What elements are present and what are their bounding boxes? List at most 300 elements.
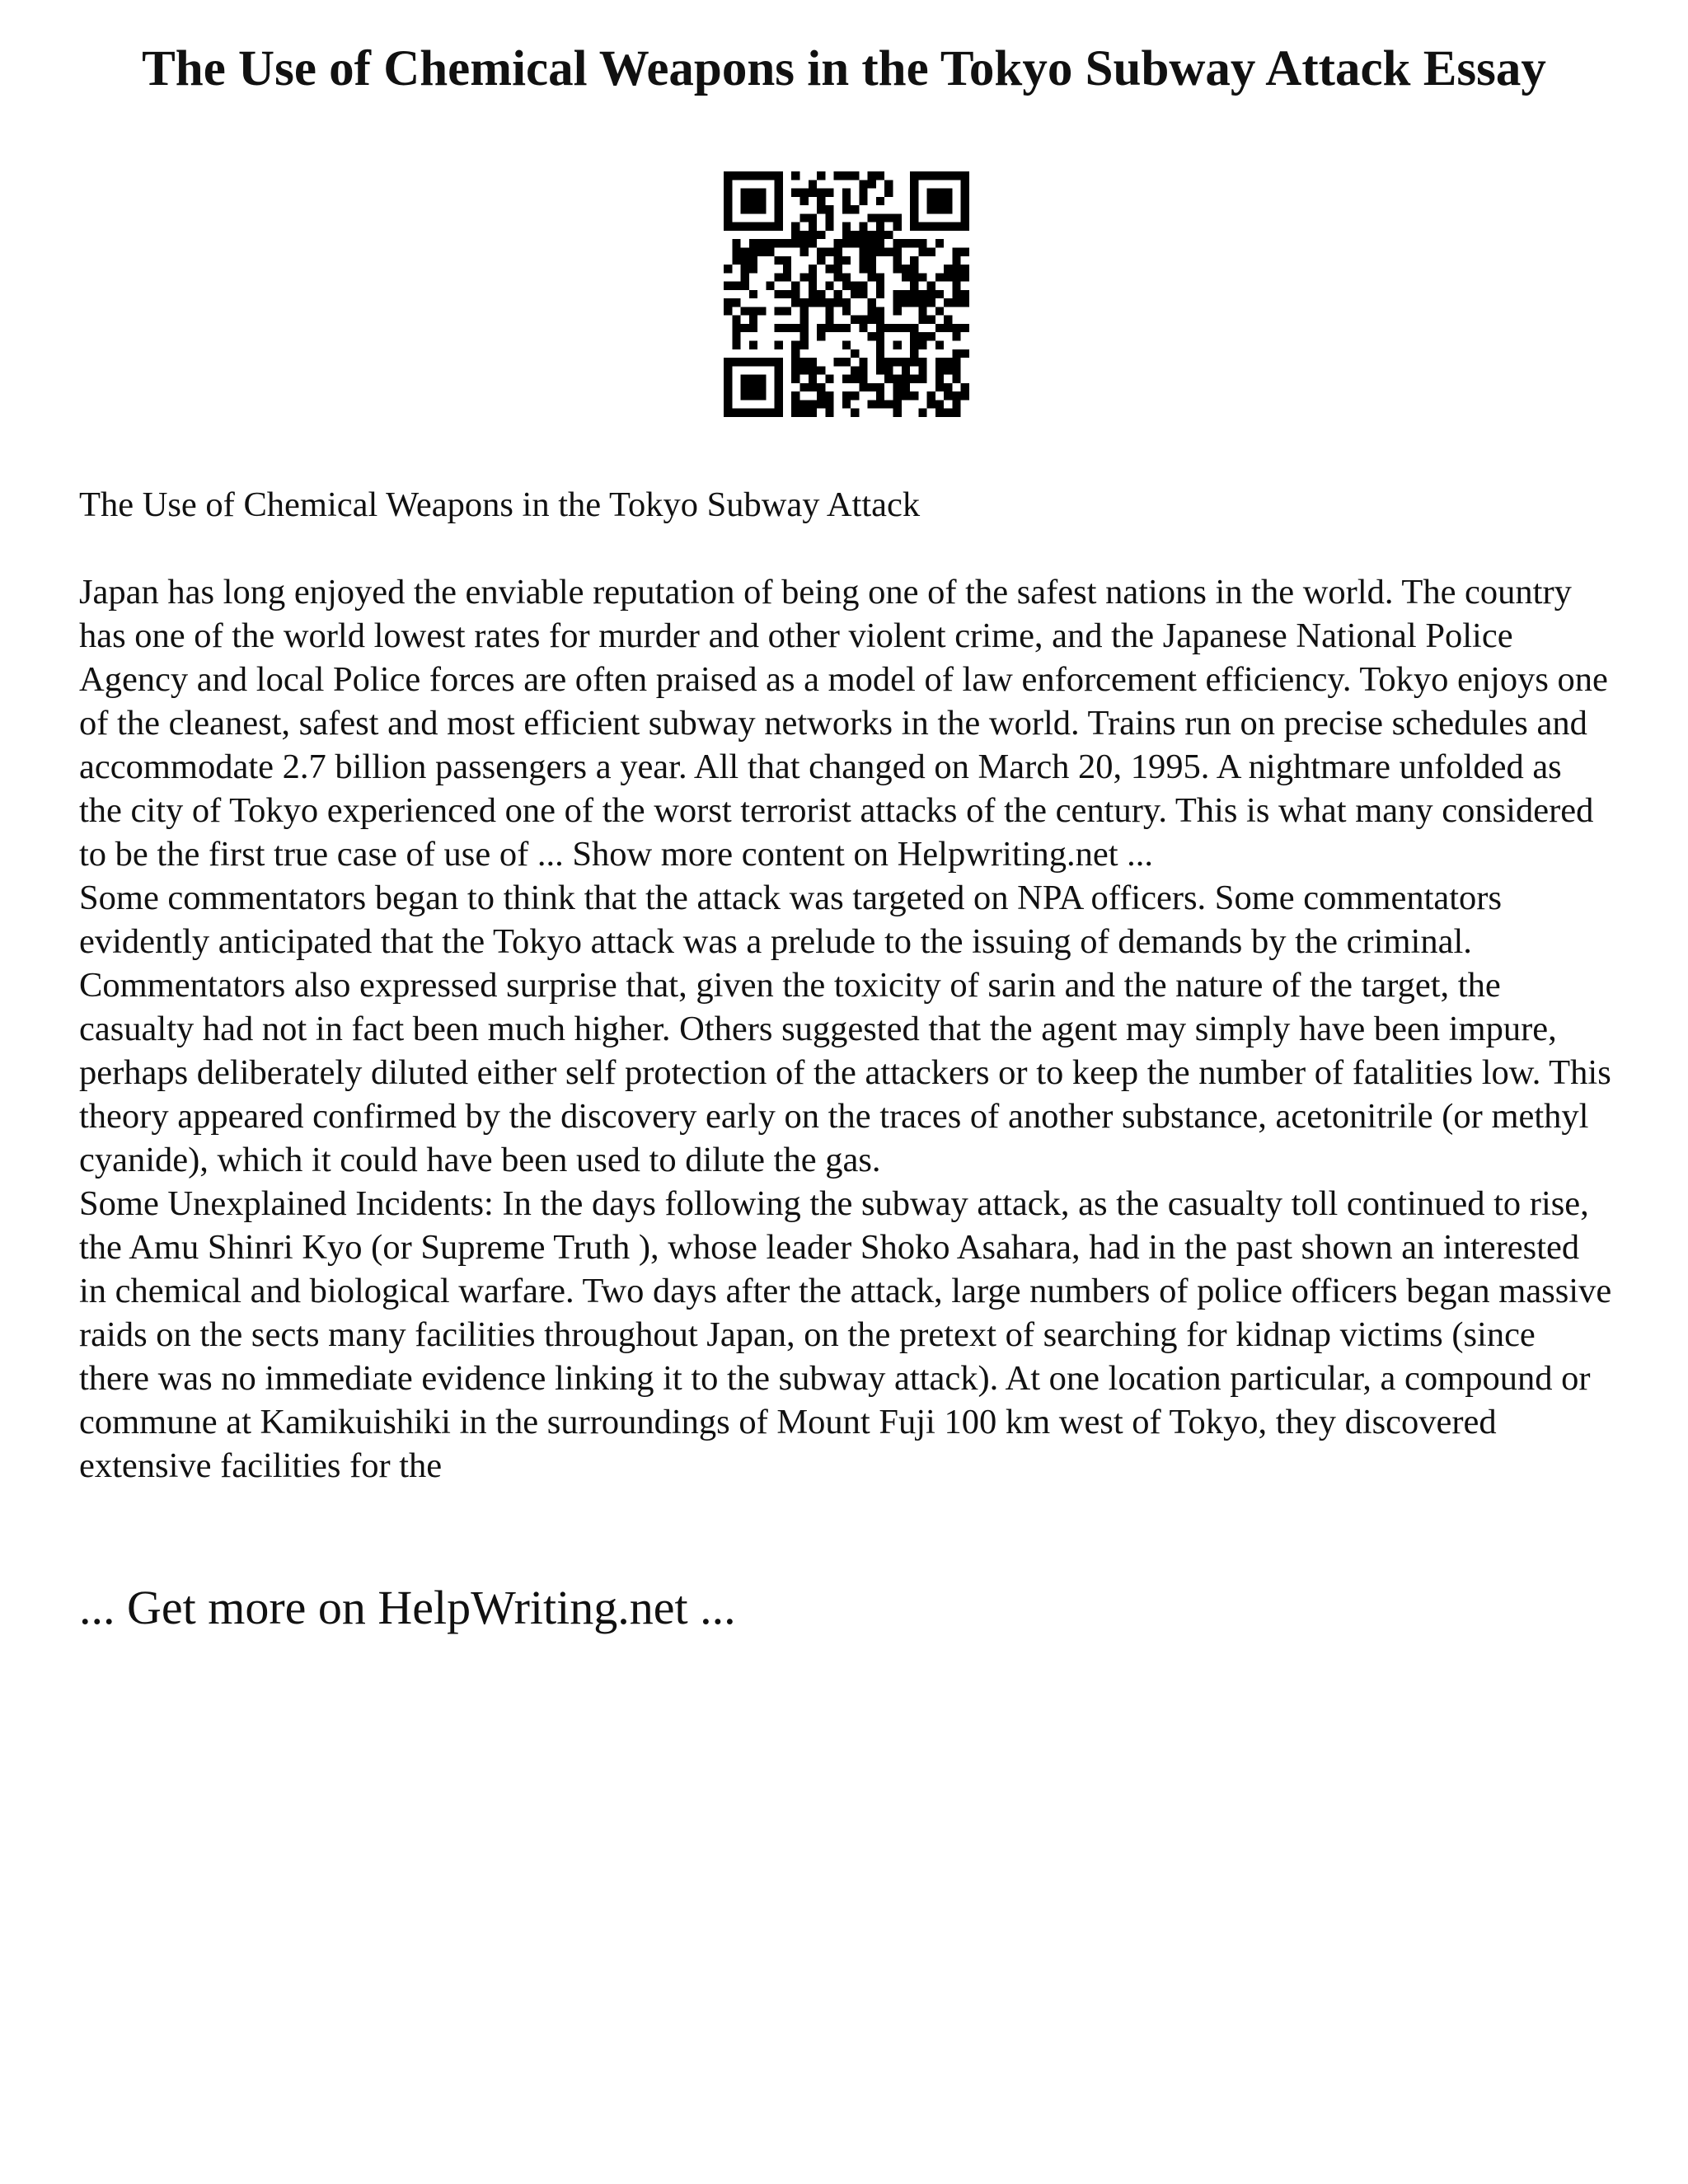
qr-module [757,247,766,255]
qr-module [868,316,876,324]
qr-module [749,341,757,349]
qr-module [791,298,799,307]
qr-module [749,324,757,332]
qr-module [868,383,876,391]
qr-module [809,375,817,383]
qr-module [817,324,825,332]
qr-module [817,189,825,197]
qr-module [927,332,935,340]
qr-module [918,375,926,383]
qr-module [791,358,799,366]
qr-module [817,383,825,391]
qr-module [961,391,969,400]
qr-module [749,189,757,197]
qr-module [791,171,799,180]
qr-module [927,282,935,290]
qr-module [952,349,960,358]
qr-module [825,375,833,383]
qr-module [791,324,799,332]
body-paragraph-1: Japan has long enjoyed the enviable reputation of being one of the safest nations in the world. The country has one of the world lowest rates for murder and other violent crime, and the Japanese National Police Agency and local Police forces are often praised as a model of law enforcement efficiency. Tokyo enjoys one of the cleanest, safest and most efficient subway networks in the world. Trains run on precise schedules and accommodate 2.7 billion passengers a year. All that changed on March 20, 1995. A nightmare unfolded as the city of Tokyo experienced one of the worst terrorist attacks of the century. This is what many considered to be the first true case of use of ... Show more content on Helpwriting.net ... [79,573,1608,874]
qr-module [876,273,884,281]
qr-module [876,282,884,290]
qr-module [799,247,808,255]
qr-module [868,265,876,273]
qr-module [766,239,774,247]
qr-module [893,298,902,307]
qr-module [961,247,969,255]
qr-module [757,197,766,205]
qr-module [961,171,969,180]
qr-module [783,265,791,273]
qr-module [799,213,808,222]
qr-module [809,298,817,307]
qr-module [724,366,732,374]
qr-module [775,324,783,332]
qr-module [868,307,876,315]
qr-module [961,273,969,281]
qr-module [749,383,757,391]
qr-module [893,409,902,417]
qr-module [825,223,833,231]
qr-module [791,189,799,197]
qr-module [757,205,766,213]
qr-module [884,324,893,332]
qr-module [952,409,960,417]
qr-module [834,265,842,273]
qr-module [775,290,783,298]
qr-module [884,213,893,222]
qr-module [799,366,808,374]
qr-module [741,223,749,231]
qr-module [775,171,783,180]
qr-module [799,332,808,340]
qr-module [775,400,783,408]
qr-module [775,180,783,188]
qr-module [817,205,825,213]
qr-module [825,189,833,197]
qr-module [893,256,902,265]
qr-module [918,223,926,231]
qr-module [961,298,969,307]
qr-module [741,265,749,273]
qr-module [791,400,799,408]
qr-module [783,273,791,281]
qr-module [775,391,783,400]
qr-module [749,409,757,417]
qr-module [893,383,902,391]
qr-module [876,213,884,222]
qr-module [757,307,766,315]
qr-module [910,265,918,273]
qr-module [902,298,910,307]
qr-module [876,391,884,400]
qr-module [927,223,935,231]
qr-module [851,290,859,298]
qr-module [952,332,960,340]
qr-code[interactable] [724,171,969,417]
qr-module [910,189,918,197]
qr-module [944,409,952,417]
qr-module [918,290,926,298]
qr-module [783,290,791,298]
qr-module [961,349,969,358]
qr-module [842,223,851,231]
qr-module [834,171,842,180]
qr-module [876,223,884,231]
body-paragraph-3: Some Unexplained Incidents: In the days following the subway attack, as the casualty toll continued to rise, the Amu Shinri Kyo (or Supreme Truth ), whose leader Shoko Asahara, had in the past shown an interested in chemical and biological warfare. Two days after the attack, large numbers of police officers began massive raids on the sects many facilities throughout Japan, on the pretext of searching for kidnap victims (since there was no immediate evidence linking it to the subway attack). At one location particular, a compound or commune at Kamikuishiki in the surroundings of Mount Fuji 100 km west of Tokyo, they discovered extensive facilities for the [79,1184,1612,1485]
qr-module [884,180,893,188]
qr-module [952,273,960,281]
qr-module [910,298,918,307]
qr-module [910,341,918,349]
qr-module [817,247,825,255]
qr-module [834,298,842,307]
qr-module [842,256,851,265]
qr-module [757,391,766,400]
qr-module [944,171,952,180]
qr-module [884,358,893,366]
qr-module [859,375,867,383]
qr-module [876,341,884,349]
qr-module [944,273,952,281]
qr-module [809,358,817,366]
qr-module [927,247,935,255]
qr-module [809,290,817,298]
qr-module [799,197,808,205]
qr-module [961,213,969,222]
qr-module [799,307,808,315]
qr-module [775,273,783,281]
qr-module [851,205,859,213]
qr-module [799,409,808,417]
qr-module [775,409,783,417]
qr-module [766,223,774,231]
document-body [79,483,1612,1488]
qr-module [842,391,851,400]
qr-module [724,189,732,197]
qr-module [961,205,969,213]
qr-module [902,383,910,391]
qr-module [749,197,757,205]
qr-module [809,282,817,290]
qr-module [902,391,910,400]
qr-module [817,256,825,265]
qr-module [935,366,944,374]
qr-module [766,282,774,290]
qr-module [842,324,851,332]
qr-module [910,256,918,265]
qr-module [952,290,960,298]
qr-module [791,366,799,374]
qr-module [791,282,799,290]
qr-module [757,171,766,180]
qr-module [868,171,876,180]
qr-module [859,366,867,374]
qr-module [918,332,926,340]
qr-module [825,247,833,255]
qr-module [876,231,884,239]
qr-module [927,391,935,400]
qr-module [757,239,766,247]
qr-module [775,341,783,349]
qr-module [893,213,902,222]
qr-module [842,231,851,239]
qr-module [842,189,851,197]
qr-module [799,189,808,197]
qr-module [809,383,817,391]
qr-module [944,316,952,324]
qr-module [783,324,791,332]
qr-module [851,391,859,400]
qr-module [935,400,944,408]
qr-module [952,391,960,400]
qr-module [724,358,732,366]
qr-module [944,366,952,374]
qr-module [876,349,884,358]
qr-module [918,273,926,281]
qr-module [799,341,808,349]
qr-module [809,180,817,188]
qr-module [825,316,833,324]
qr-module [868,332,876,340]
qr-module [775,256,783,265]
qr-module [859,189,867,197]
qr-module [952,265,960,273]
qr-module [910,213,918,222]
qr-module [859,282,867,290]
qr-module [809,189,817,197]
qr-module [799,316,808,324]
qr-module [961,180,969,188]
qr-module [791,409,799,417]
qr-module [893,265,902,273]
qr-module [741,409,749,417]
qr-module [944,197,952,205]
qr-module [825,265,833,273]
qr-module [799,324,808,332]
qr-module [859,197,867,205]
qr-module [884,189,893,197]
qr-module [876,171,884,180]
qr-module [834,324,842,332]
qr-module [851,375,859,383]
qr-module [944,391,952,400]
qr-module [791,375,799,383]
qr-module [732,256,740,265]
qr-module [935,383,944,391]
qr-module [732,324,740,332]
qr-module [842,273,851,281]
qr-module [952,366,960,374]
qr-module [918,307,926,315]
qr-module [817,231,825,239]
qr-module [910,332,918,340]
qr-module [791,223,799,231]
qr-module [799,231,808,239]
qr-module [741,171,749,180]
qr-module [884,366,893,374]
qr-module [825,282,833,290]
qr-module [809,273,817,281]
qr-module [749,223,757,231]
qr-module [766,409,774,417]
qr-module [842,171,851,180]
qr-module [910,197,918,205]
qr-module [935,223,944,231]
qr-module [757,375,766,383]
qr-module [893,358,902,366]
qr-module [876,239,884,247]
qr-module [902,239,910,247]
qr-module [927,171,935,180]
qr-module [766,171,774,180]
qr-module [842,205,851,213]
qr-module [783,307,791,315]
qr-module [961,197,969,205]
qr-module [952,375,960,383]
qr-module [724,383,732,391]
qr-module [927,205,935,213]
qr-module [910,391,918,400]
qr-module [893,341,902,349]
qr-module [842,298,851,307]
qr-module [842,341,851,349]
qr-module [809,265,817,273]
qr-module [935,197,944,205]
qr-module [809,409,817,417]
qr-module [799,239,808,247]
qr-module [724,180,732,188]
qr-module [732,239,740,247]
qr-module [910,375,918,383]
qr-module [749,256,757,265]
qr-module [876,316,884,324]
qr-module [868,180,876,188]
qr-module [868,400,876,408]
qr-module [834,247,842,255]
qr-module [876,290,884,298]
qr-module [961,383,969,391]
qr-module [893,375,902,383]
qr-module [902,290,910,298]
qr-module [893,239,902,247]
qr-module [791,391,799,400]
qr-module [893,223,902,231]
qr-module [799,273,808,281]
qr-module [791,341,799,349]
qr-module [825,213,833,222]
qr-module [884,375,893,383]
qr-module [876,197,884,205]
qr-module [868,273,876,281]
qr-module [817,290,825,298]
qr-module [868,247,876,255]
qr-module [842,307,851,315]
qr-module [876,366,884,374]
qr-module [893,400,902,408]
qr-module [927,197,935,205]
get-more-link[interactable]: ... Get more on HelpWriting.net ... [79,1581,736,1634]
qr-module [927,316,935,324]
qr-module [876,332,884,340]
qr-code-icon [724,171,969,417]
qr-module [842,197,851,205]
qr-module [732,298,740,307]
qr-module [910,324,918,332]
qr-module [918,298,926,307]
qr-module [961,223,969,231]
qr-module [935,239,944,247]
qr-module [724,282,732,290]
document-title: The Use of Chemical Weapons in the Tokyo Subway Attack Essay [142,41,1546,96]
qr-module [724,400,732,408]
qr-module [944,265,952,273]
qr-module [902,375,910,383]
qr-module [834,358,842,366]
qr-module [859,231,867,239]
qr-module [961,189,969,197]
qr-module [935,409,944,417]
qr-module [775,307,783,315]
qr-module [749,265,757,273]
qr-module [732,223,740,231]
qr-module [783,239,791,247]
qr-module [902,273,910,281]
qr-module [961,265,969,273]
qr-module [741,324,749,332]
qr-module [825,205,833,213]
qr-module [893,324,902,332]
qr-module [851,349,859,358]
qr-module [876,358,884,366]
qr-module [935,189,944,197]
qr-module [775,197,783,205]
document-subtitle: The Use of Chemical Weapons in the Tokyo Subway Attack [79,485,921,524]
qr-module [842,400,851,408]
qr-module [935,358,944,366]
qr-module [859,223,867,231]
qr-module [809,231,817,239]
qr-module [749,375,757,383]
qr-module [859,256,867,265]
qr-module [817,400,825,408]
qr-module [851,316,859,324]
qr-module [741,273,749,281]
qr-module [910,358,918,366]
qr-module [809,223,817,231]
qr-module [952,171,960,180]
qr-module [868,231,876,239]
qr-module [791,239,799,247]
qr-module [910,349,918,358]
qr-module [749,307,757,315]
qr-module [952,223,960,231]
qr-module [741,197,749,205]
qr-module [952,400,960,408]
qr-module [842,358,851,366]
qr-module [876,307,884,315]
qr-module [893,307,902,315]
qr-module [775,213,783,222]
qr-module [834,273,842,281]
qr-module [944,189,952,197]
qr-module [910,239,918,247]
qr-module [935,171,944,180]
qr-module [724,213,732,222]
qr-module [902,265,910,273]
qr-module [791,349,799,358]
qr-module [817,197,825,205]
